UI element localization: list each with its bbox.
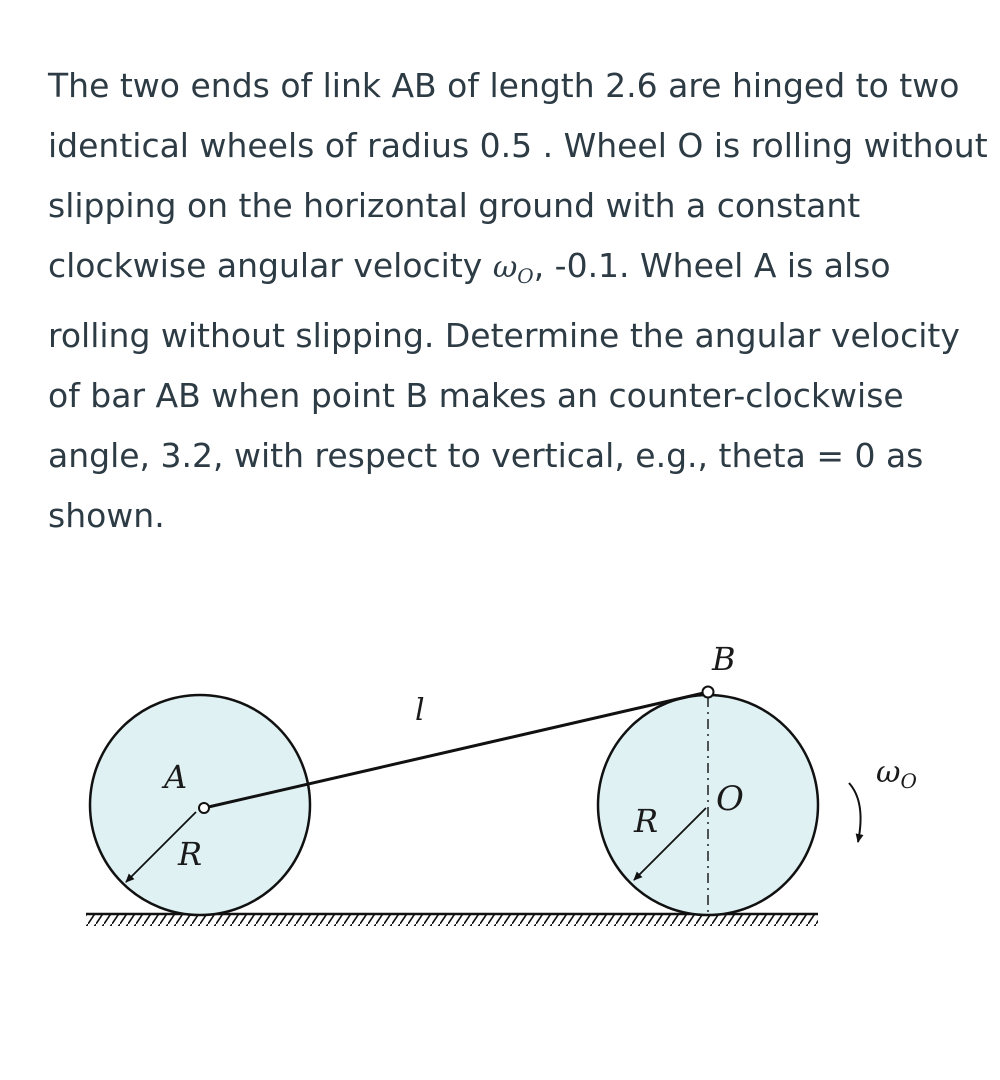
pin-b	[703, 687, 714, 698]
label-r-left: R	[178, 835, 203, 873]
label-a: A	[164, 758, 188, 796]
label-b: B	[712, 640, 736, 678]
label-o: O	[716, 779, 744, 819]
label-omega	[876, 755, 917, 793]
wheel-o	[598, 695, 818, 915]
problem-text-part2: , -0.1. Wheel A is also rolling without slipping. Determine the angular velocity of bar AB when point B makes an counter-clockwise angle, 3.2, with respect to vertical, e.g., theta = 0 as shown.	[48, 246, 960, 535]
mechanism-figure	[0, 600, 1000, 1000]
label-r-right: R	[634, 802, 659, 840]
omega-char: ω	[492, 250, 518, 285]
problem-statement	[48, 56, 988, 546]
omega-subscript: O	[517, 264, 534, 288]
problem-text-part1: The two ends of link AB of length 2.6 are hinged to two identical wheels of radius 0.5 . Wheel O is rolling without slipping on the horizontal ground with a constant clockwise angular velocity	[48, 66, 988, 285]
pin-a	[199, 803, 209, 813]
omega-o-rotation-arrow	[849, 783, 861, 842]
label-omega-char: ω	[876, 755, 901, 790]
label-link-l: l	[415, 693, 425, 728]
label-omega-subscript: O	[900, 769, 917, 793]
omega-o-symbol	[492, 250, 534, 288]
